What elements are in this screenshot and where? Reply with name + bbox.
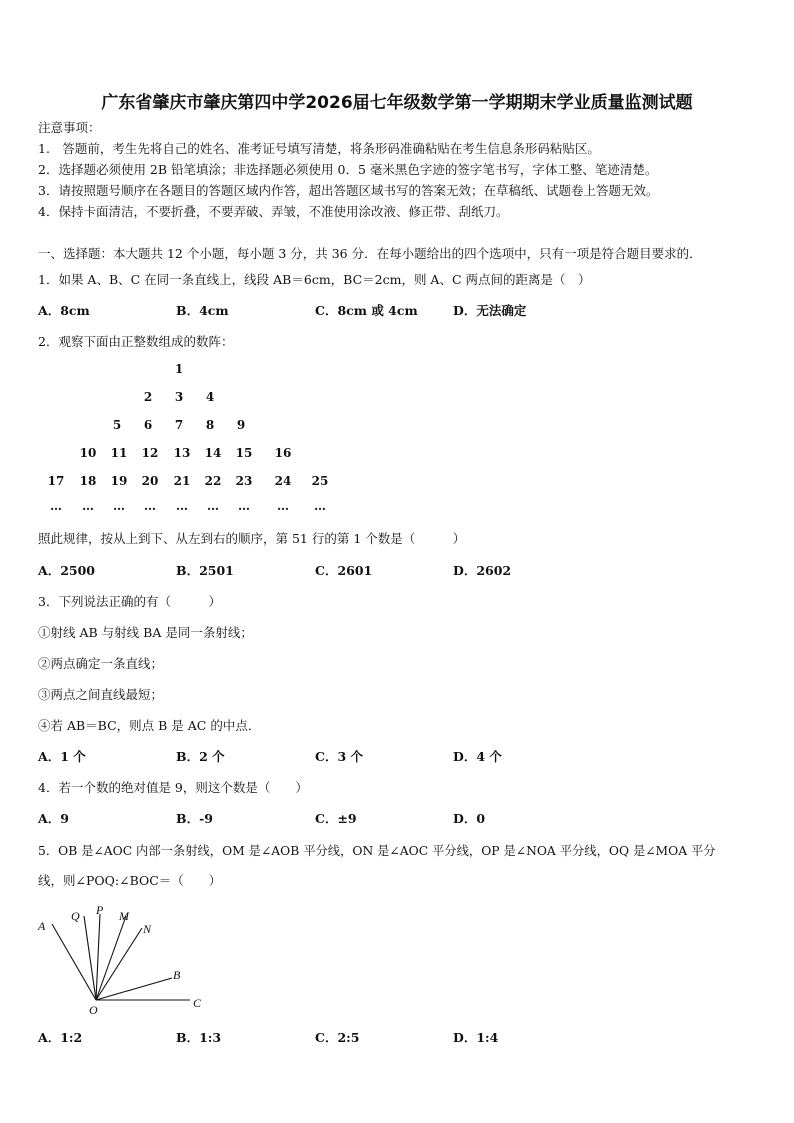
label-n: N: [143, 922, 152, 936]
array-cell: 17: [47, 474, 65, 488]
array-cell: 21: [173, 474, 191, 488]
q3-option-c: C．3 个: [315, 749, 363, 764]
notice-item-2: 2．选择题必须使用 2B 铅笔填涂；非选择题必须使用 0．5 毫米黑色字迹的签字笔书写，字体工整、笔迹清楚。: [38, 162, 658, 177]
label-m: M: [119, 909, 129, 923]
q3-statement-3: ③两点之间直线最短；: [38, 687, 164, 702]
q2-question: 照此规律，按从上到下、从左到右的顺序，第 51 行的第 1 个数是（ ）: [38, 531, 466, 546]
q5-option-d: D．1:4: [453, 1030, 499, 1045]
array-cell: 20: [141, 474, 159, 488]
array-cell: …: [277, 499, 289, 513]
array-cell: 11: [110, 446, 128, 460]
q5-option-c: C．2:5: [315, 1030, 360, 1045]
label-q: Q: [71, 909, 80, 923]
array-cell: 23: [235, 474, 253, 488]
section-heading: 一、选择题：本大题共 12 个小题，每小题 3 分，共 36 分．在每小题给出的四个选项中，只有一项是符合题目要求的．: [38, 246, 702, 261]
q4-option-c: C．±9: [315, 811, 357, 826]
array-cell: 14: [204, 446, 222, 460]
array-cell: 6: [143, 418, 153, 432]
array-cell: 18: [79, 474, 97, 488]
q3-option-b: B．2 个: [176, 749, 225, 764]
ray-om: [96, 916, 126, 1000]
label-a: A: [38, 919, 46, 933]
q4-option-a: A．9: [38, 811, 69, 826]
array-cell: 1: [174, 362, 184, 376]
angle-figure: [30, 900, 220, 1020]
array-cell: …: [238, 499, 250, 513]
q3-stem: 3．下列说法正确的有（ ）: [38, 594, 221, 609]
array-cell: …: [176, 499, 188, 513]
q1-option-c: C．8cm 或 4cm: [315, 303, 418, 318]
q1-option-b: B．4cm: [176, 303, 229, 318]
q3-statement-1: ①射线 AB 与射线 BA 是同一条射线；: [38, 625, 253, 640]
array-cell: 24: [274, 474, 292, 488]
array-cell: 19: [110, 474, 128, 488]
array-cell: …: [82, 499, 94, 513]
q2-option-c: C．2601: [315, 563, 373, 578]
array-cell: 25: [311, 474, 329, 488]
array-cell: 5: [112, 418, 122, 432]
array-cell: 15: [235, 446, 253, 460]
notice-heading: 注意事项：: [38, 120, 101, 135]
array-cell: …: [207, 499, 219, 513]
array-cell: 13: [173, 446, 191, 460]
q3-statement-4: ④若 AB＝BC，则点 B 是 AC 的中点．: [38, 718, 261, 733]
q5-stem-line2: 线，则∠POQ:∠BOC＝（ ）: [38, 873, 222, 888]
q5-option-b: B．1:3: [176, 1030, 222, 1045]
q1-option-d: D．无法确定: [453, 303, 527, 318]
q1-stem: 1．如果 A、B、C 在同一条直线上，线段 AB＝6cm，BC＝2cm，则 A、C 两点间的距离是（ ）: [38, 272, 591, 287]
label-c: C: [193, 996, 202, 1010]
array-cell: 22: [204, 474, 222, 488]
label-o: O: [89, 1003, 98, 1017]
ray-op: [96, 914, 100, 1000]
array-cell: …: [113, 499, 125, 513]
array-cell: 8: [205, 418, 215, 432]
q2-option-a: A．2500: [38, 563, 95, 578]
label-b: B: [173, 968, 181, 982]
array-cell: 3: [174, 390, 184, 404]
q4-option-b: B．-9: [176, 811, 213, 826]
q5-stem-line1: 5．OB 是∠AOC 内部一条射线，OM 是∠AOB 平分线，ON 是∠AOC 平分线，OP 是∠NOA 平分线，OQ 是∠MOA 平分: [38, 844, 716, 858]
array-cell: 4: [205, 390, 215, 404]
ray-oq: [84, 916, 96, 1000]
array-cell: 9: [236, 418, 246, 432]
q3-option-a: A．1 个: [38, 749, 86, 764]
notice-item-3: 3．请按照题号顺序在各题目的答题区域内作答，超出答题区域书写的答案无效；在草稿纸、试题卷上答题无效。: [38, 183, 659, 198]
q3-statement-2: ②两点确定一条直线；: [38, 656, 164, 671]
array-cell: …: [144, 499, 156, 513]
array-cell: …: [314, 499, 326, 513]
array-cell: …: [50, 499, 62, 513]
array-cell: 16: [274, 446, 292, 460]
q2-option-b: B．2501: [176, 563, 234, 578]
q2-option-d: D．2602: [453, 563, 512, 578]
notice-item-1: 1. 答题前，考生先将自己的姓名、准考证号填写清楚，将条形码准确粘贴在考生信息条形码粘贴区。: [38, 141, 600, 156]
q2-stem: 2．观察下面由正整数组成的数阵：: [38, 334, 234, 349]
q5-option-a: A．1:2: [38, 1030, 83, 1045]
q3-option-d: D．4 个: [453, 749, 502, 764]
q4-stem: 4．若一个数的绝对值是 9，则这个数是（ ）: [38, 780, 308, 795]
notice-item-4: 4．保持卡面清洁，不要折叠，不要弄破、弄皱，不准使用涂改液、修正带、刮纸刀。: [38, 204, 509, 219]
ray-oa: [52, 924, 96, 1000]
q1-option-a: A．8cm: [38, 303, 90, 318]
array-cell: 10: [79, 446, 97, 460]
label-p: P: [96, 903, 104, 917]
array-cell: 2: [143, 390, 153, 404]
array-cell: 7: [174, 418, 184, 432]
page-title: 广东省肇庆市肇庆第四中学2026届七年级数学第一学期期末学业质量监测试题: [101, 93, 693, 113]
q4-option-d: D．0: [453, 811, 486, 826]
array-cell: 12: [141, 446, 159, 460]
